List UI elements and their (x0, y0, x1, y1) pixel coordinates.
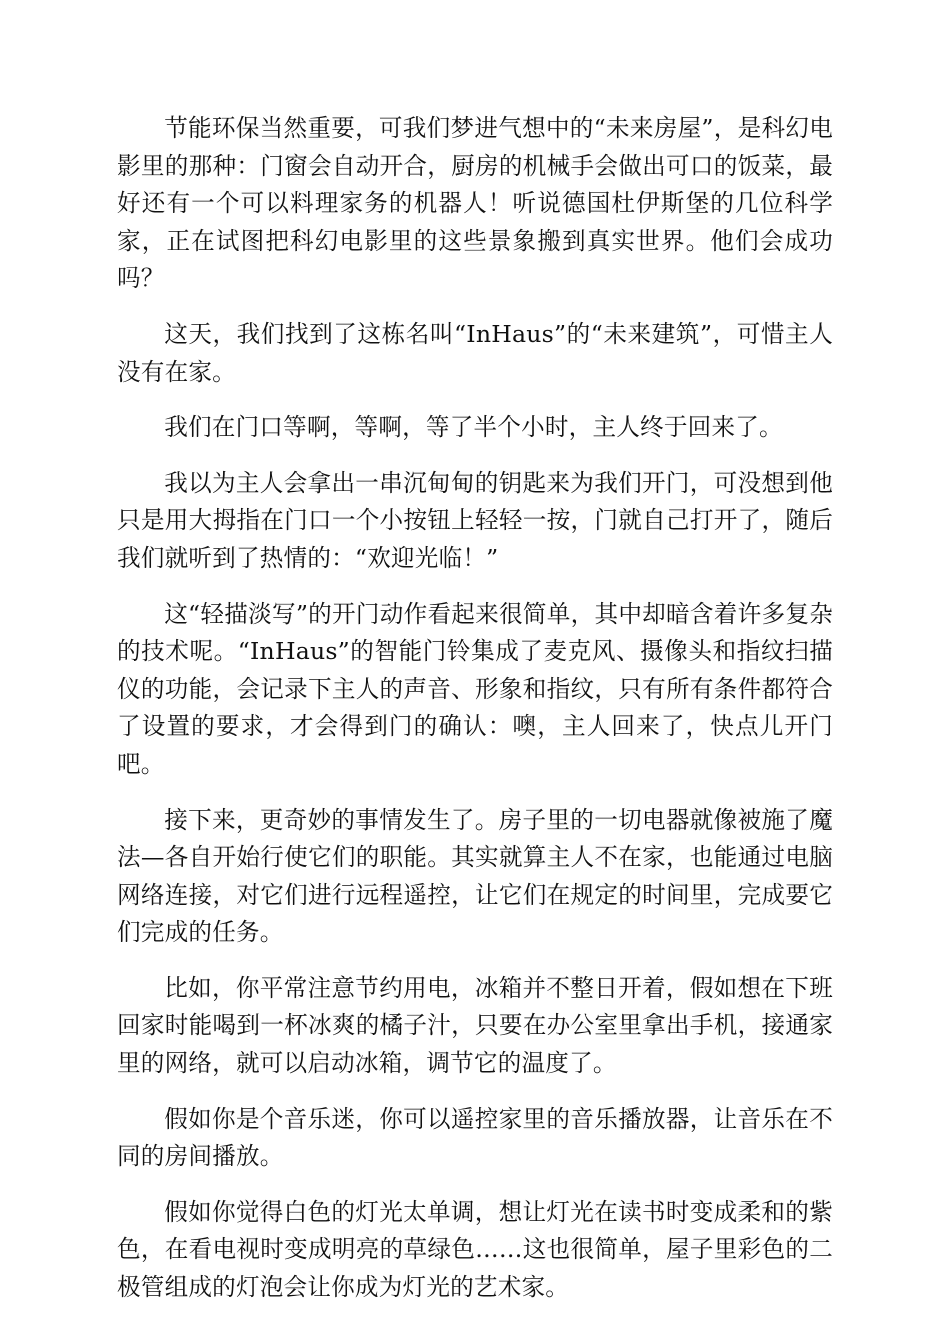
paragraph-5: 这“轻描淡写”的开门动作看起来很简单，其中却暗含着许多复杂的技术呢。“InHaus”的智能门铃集成了麦克风、摄像头和指纹扫描仪的功能，会记录下主人的声音、形象和指纹，只有所有条件都符合了设置的要求，才会得到门的确认：噢，主人回来了，快点儿开门吧。 (117, 599, 833, 778)
paragraph-3: 我们在门口等啊，等啊，等了半个小时，主人终于回来了。 (164, 413, 783, 442)
paragraph-9: 假如你觉得白色的灯光太单调，想让灯光在读书时变成柔和的紫色，在看电视时变成明亮的草绿色……这也很简单，屋子里彩色的二极管组成的灯泡会让你成为灯光的艺术家。 (117, 1197, 833, 1302)
paragraph-7: 比如，你平常注意节约用电，冰箱并不整日开着，假如想在下班回家时能喝到一杯冰爽的橘子汁，只要在办公室里拿出手机，接通家里的网络，就可以启动冰箱，调节它的温度了。 (117, 973, 833, 1078)
paragraph-6: 接下来，更奇妙的事情发生了。房子里的一切电器就像被施了魔法—各自开始行使它们的职能。其实就算主人不在家，也能通过电脑网络连接，对它们进行远程遥控，让它们在规定的时间里，完成要它们完成的任务。 (117, 805, 833, 947)
document-page (117, 110, 833, 1325)
paragraph-1: 节能环保当然重要，可我们梦进气想中的“未来房屋”，是科幻电影里的那种：门窗会自动开合，厨房的机械手会做出可口的饭菜，最好还有一个可以料理家务的机器人！听说德国杜伊斯堡的几位科学家，正在试图把科幻电影里的这些景象搬到真实世界。他们会成功吗？ (117, 114, 833, 293)
paragraph-8: 假如你是个音乐迷，你可以遥控家里的音乐播放器，让音乐在不同的房间播放。 (117, 1104, 833, 1171)
paragraph-4: 我以为主人会拿出一串沉甸甸的钥匙来为我们开门，可没想到他只是用大拇指在门口一个小按钮上轻轻一按，门就自己打开了，随后我们就听到了热情的：“欢迎光临！” (117, 468, 833, 572)
paragraph-2: 这天，我们找到了这栋名叫“InHaus”的“未来建筑”，可惜主人没有在家。 (117, 319, 833, 386)
